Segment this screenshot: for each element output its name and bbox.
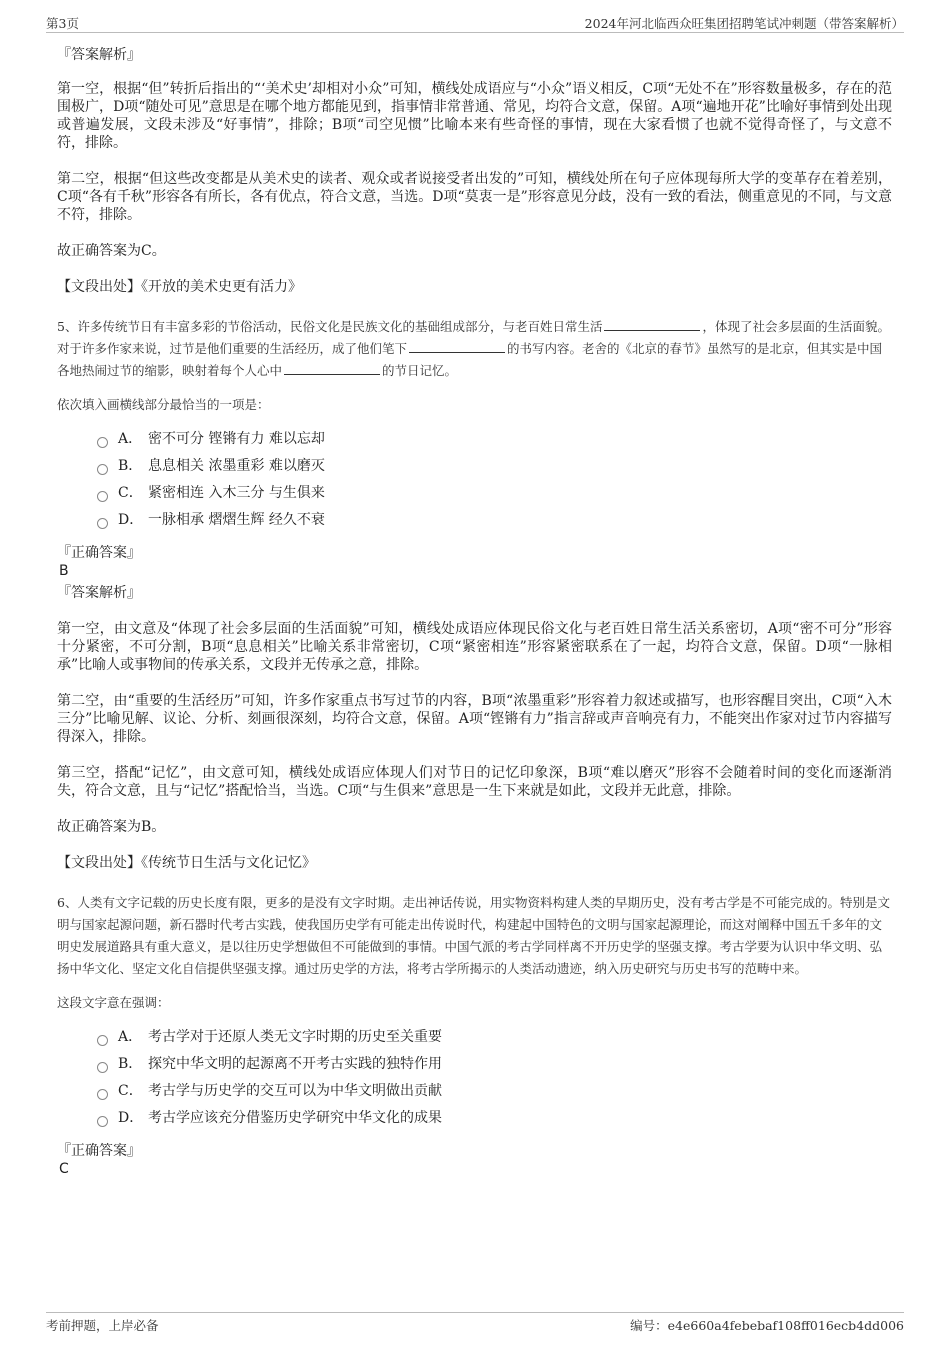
radio-icon[interactable] (97, 464, 108, 475)
q6-stem: 6、人类有文字记载的历史长度有限，更多的是没有文字时期。走出神话传说，用实物资料构建人类的早期历史，没有考古学是不可能完成的。特别是文明与国家起源问题，新石器时代考古实践，使我国历史学有可能走出传说时代，构建起中国特色的文明与国家起源理论，而这对阐释中国五千多年的文明史发展道路具有重大意义，是以往历史学想做但不可能做到的事情。中国气派的考古学同样离不开历史学的坚强支撑。考古学要为认识中华文明、弘扬中华文化、坚定文化自信提供坚强支撑。通过历史学的方法，将考古学所揭示的人类活动遗迹，纳入历史研究与历史书写的范畴中来。 (57, 895, 890, 976)
q6-option-d[interactable]: D． 考古学应该充分借鉴历史学研究中华文化的成果 (97, 1109, 892, 1136)
q5-blank-3 (284, 360, 380, 375)
q5-source: 【文段出处】《传统节日生活与文化记忆》 (57, 855, 316, 871)
q6-answer: C (59, 1161, 69, 1177)
page-number: 第3页 (46, 16, 79, 31)
q5-analysis-para-2: 第二空，由“重要的生活经历”可知，许多作家重点书写过节的内容，B项“浓墨重彩”形容着力叙述或描写，也形容醒目突出，C项“入木三分”比喻见解、议论、分析、刻画很深刻，均符合文意，保留。A项“铿锵有力”指言辞或声音响亮有力，不能突出作家对过节内容描写得深入，排除。 (57, 693, 892, 745)
q5-analysis-label: 『答案解析』 (57, 585, 141, 601)
document-id: 编号：e4e660a4febebaf108ff016ecb4dd006 (630, 1318, 904, 1333)
radio-icon[interactable] (97, 1062, 108, 1073)
document-body (57, 46, 892, 1182)
q4-answer-summary: 故正确答案为C。 (57, 243, 166, 259)
q4-analysis-para-2: 第二空，根据“但这些改变都是从美术史的读者、观众或者说接受者出发的”可知，横线处所在句子应体现每所大学的变革存在着差别，C项“各有千秋”形容各有所长，各有优点，符合文意，当选。D项“莫衷一是”形容意见分歧，没有一致的看法，侧重意见的不同，与文意不符，排除。 (57, 171, 892, 223)
radio-icon[interactable] (97, 518, 108, 529)
radio-icon[interactable] (97, 1089, 108, 1100)
q5-answer: B (59, 563, 69, 579)
radio-icon[interactable] (97, 1116, 108, 1127)
q5-stem: 5、许多传统节日有丰富多彩的节俗活动，民俗文化是民族文化的基础组成部分，与老百姓日常生活 ，体现了社会多层面的生活面貌。对于许多作家来说，过节是他们重要的生活经历，成了他们笔下 的书写内容。老舍的《北京的春节》虽然写的是北京，但其实是中国各地热闹过节的缩影，映射着每个人心中 的节日记忆。 (57, 316, 892, 382)
q6-option-c[interactable]: C． 考古学与历史学的交互可以为中华文明做出贡献 (97, 1082, 892, 1109)
radio-icon[interactable] (97, 437, 108, 448)
document-title: 2024年河北临西众旺集团招聘笔试冲刺题（带答案解析） (584, 16, 904, 31)
q6-option-a[interactable]: A． 考古学对于还原人类无文字时期的历史至关重要 (97, 1028, 892, 1055)
q5-option-d[interactable]: D． 一脉相承 熠熠生辉 经久不衰 (97, 511, 892, 538)
q4-analysis-para-1: 第一空，根据“但”转折后指出的“‘美术史’却相对小众”可知，横线处成语应与“小众”语义相反，C项“无处不在”形容数量极多，存在的范围极广，D项“随处可见”意思是在哪个地方都能见到，指事情非常普通、常见，均符合文意，保留。A项“遍地开花”比喻好事情到处出现或普遍发展，文段未涉及“好事情”，排除；B项“司空见惯”比喻本来有些奇怪的事情，现在大家看惯了也就不觉得奇怪了，与文意不符，排除。 (57, 81, 892, 151)
q5-blank-2 (409, 338, 505, 353)
q5-options (97, 430, 892, 538)
q5-answer-summary: 故正确答案为B。 (57, 819, 166, 835)
q6-prompt: 这段文字意在强调： (57, 995, 170, 1010)
q4-source: 【文段出处】《开放的美术史更有活力》 (57, 279, 302, 295)
q6-answer-label: 『正确答案』 (57, 1143, 141, 1159)
q5-analysis-para-1: 第一空，由文意及“体现了社会多层面的生活面貌”可知，横线处成语应体现民俗文化与老百姓日常生活关系密切，A项“密不可分”形容十分紧密，不可分割，B项“息息相关”比喻关系非常密切，C项“紧密相连”形容紧密联系在了一起，均符合文意，保留。D项“一脉相承”比喻人或事物间的传承关系，文段并无传承之意，排除。 (57, 621, 892, 673)
q5-answer-label: 『正确答案』 (57, 545, 141, 561)
q6-options (97, 1028, 892, 1136)
q4-analysis-label: 『答案解析』 (57, 47, 141, 63)
q6-option-b[interactable]: B． 探究中华文明的起源离不开考古实践的独特作用 (97, 1055, 892, 1082)
page-footer (46, 1312, 904, 1336)
q5-option-a[interactable]: A． 密不可分 铿锵有力 难以忘却 (97, 430, 892, 457)
radio-icon[interactable] (97, 1035, 108, 1046)
page-header (46, 14, 904, 33)
q5-analysis-para-3: 第三空，搭配“记忆”，由文意可知，横线处成语应体现人们对节日的记忆印象深，B项“难以磨灭”形容不会随着时间的变化而逐渐消失，符合文意，且与“记忆”搭配恰当，当选。C项“与生俱来”意思是一生下来就是如此，文段并无此意，排除。 (57, 765, 892, 799)
q5-blank-1 (604, 316, 700, 331)
q5-option-b[interactable]: B． 息息相关 浓墨重彩 难以磨灭 (97, 457, 892, 484)
footer-slogan: 考前押题，上岸必备 (46, 1318, 159, 1333)
q5-prompt: 依次填入画横线部分最恰当的一项是： (57, 397, 270, 412)
radio-icon[interactable] (97, 491, 108, 502)
q5-option-c[interactable]: C． 紧密相连 入木三分 与生俱来 (97, 484, 892, 511)
